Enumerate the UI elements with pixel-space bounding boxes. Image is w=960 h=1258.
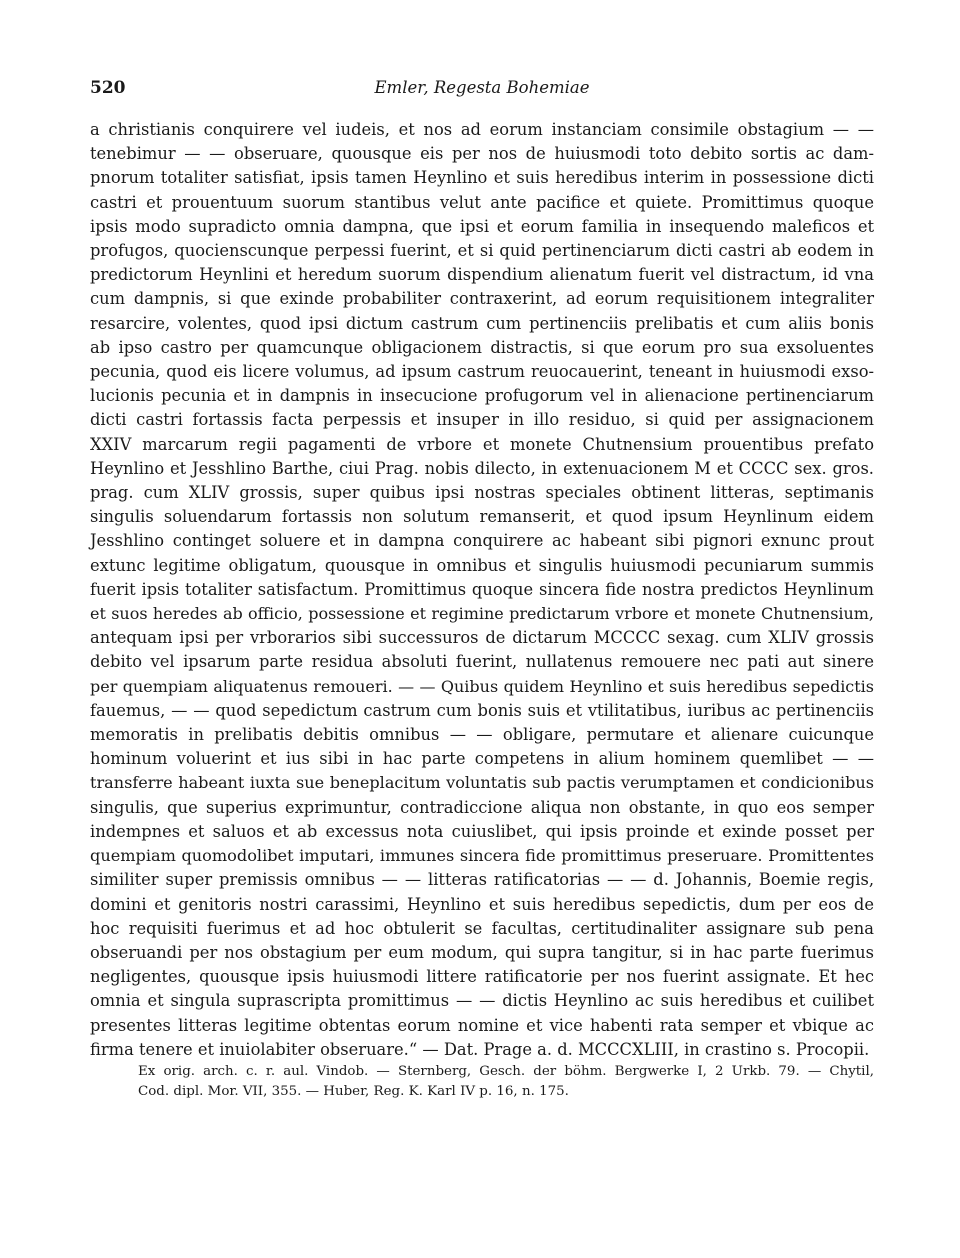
- note-line: Ex orig. arch. c. r. aul. Vindob. — Sternberg, Gesch. der böhm. Bergwerke I, 2 Urkb. 79. — Chytil,: [138, 1063, 874, 1079]
- source-notes: [90, 1062, 874, 1102]
- text-line: indempnes et saluos et ab excessus nota cuiuslibet, qui ipsis proinde et exinde posset per: [90, 821, 874, 841]
- text-line: resarcire, volentes, quod ipsi dictum castrum cum pertinenciis prelibatis et cum aliis bonis: [90, 313, 874, 333]
- text-line: Jesshlino continget soluere et in dampna conquirere ac habeant sibi pignori exnunc prout: [90, 531, 874, 551]
- body-text: [90, 118, 874, 1062]
- text-line: pecunia, quod eis licere volumus, ad ipsum castrum reuocauerint, teneant in huiusmodi exso-: [90, 362, 874, 382]
- text-line: extunc legitime obligatum, quousque in omnibus et singulis huiusmodi pecuniarum summis: [90, 555, 874, 575]
- running-head: Emler, Regesta Bohemiae: [374, 78, 590, 97]
- text-line: predictorum Heynlini et heredum suorum dispendium alienatum fuerit vel distractum, id vna: [90, 265, 874, 285]
- text-line: XXIV marcarum regii pagamenti de vrbore et monete Chutnensium prouentibus prefato: [90, 434, 874, 454]
- text-line: cum dampnis, si que exinde probabiliter contraxerint, ad eorum requisitionem integraliter: [90, 289, 874, 309]
- text-line: et suos heredes ab officio, possessione et regimine predictarum vrbore et monete Chutnensium,: [90, 604, 874, 624]
- page-header: [90, 78, 874, 112]
- text-line: per quempiam aliquatenus remoueri. — — Quibus quidem Heynlino et suis heredibus sepedictis: [90, 676, 874, 696]
- text-line: ab ipso castro per quamcunque obligacionem distractis, si que eorum pro sua exsoluentes: [90, 337, 874, 357]
- text-line: firma tenere et inuiolabiter obseruare.“ — Dat. Prage a. d. MCCCXLIII, in crastino s. Procopii.: [90, 1039, 870, 1059]
- text-line: debito vel ipsarum parte residua absoluti fuerint, nullatenus remouere nec pati aut sinere: [90, 652, 874, 672]
- text-line: dicti castri fortassis facta perpessis et insuper in illo residuo, si quid per assignacionem: [90, 410, 874, 430]
- document-page: [90, 78, 874, 1102]
- text-line: a christianis conquirere vel iudeis, et nos ad eorum instanciam consimile obstagium — —: [90, 120, 874, 139]
- text-line: fauemus, — — quod sepedictum castrum cum bonis suis et vtilitatibus, iuribus ac pertinenciis: [90, 700, 874, 720]
- text-line: obseruandi per nos obstagium per eum modum, qui supra tangitur, si in hac parte fuerimus: [90, 942, 874, 962]
- text-line: prag. cum XLIV grossis, super quibus ipsi nostras speciales obtinent litteras, septimanis: [90, 483, 874, 503]
- text-line: profugos, quocienscunque perpessi fuerint, et si quid pertinenciarum dicti castri ab eodem in: [90, 241, 874, 261]
- text-line: omnia et singula suprascripta promittimus — — dictis Heynlino ac suis heredibus et cuilibet: [90, 991, 874, 1011]
- text-line: hoc requisiti fuerimus et ad hoc obtulerit se facultas, certitudinaliter assignare sub pena: [90, 918, 874, 938]
- note-line: Cod. dipl. Mor. VII, 355. — Huber, Reg. K. Karl IV p. 16, n. 175.: [138, 1083, 569, 1099]
- text-line: hominum voluerint et ius sibi in hac parte competens in alium hominem quemlibet — —: [90, 749, 874, 769]
- text-line: tenebimur — — obseruare, quousque eis per nos de huiusmodi toto debito sortis ac dam-: [90, 144, 874, 164]
- text-line: antequam ipsi per vrborarios sibi successuros de dictarum MCCCC sexag. cum XLIV grossis: [90, 628, 874, 648]
- text-line: lucionis pecunia et in dampnis in insecucione profugorum vel in alienacione pertinenciarum: [90, 386, 874, 406]
- text-line: pnorum totaliter satisfiat, ipsis tamen Heynlino et suis heredibus interim in possessione dicti: [90, 168, 874, 188]
- text-line: presentes litteras legitime obtentas eorum nomine et vice habenti rata semper et vbique ac: [90, 1015, 874, 1035]
- text-line: singulis soluendarum fortassis non solutum remanserit, et quod ipsum Heynlinum eidem: [90, 507, 874, 527]
- text-line: quempiam quomodolibet imputari, immunes sincera fide promittimus preseruare. Promittentes: [90, 846, 874, 866]
- text-line: similiter super premissis omnibus — — litteras ratificatorias — — d. Johannis, Boemie regis,: [90, 870, 874, 890]
- text-line: domini et genitoris nostri carassimi, Heynlino et suis heredibus sepedictis, dum per eos de: [90, 894, 874, 914]
- text-line: memoratis in prelibatis debitis omnibus — — obligare, permutare et alienare cuicunque: [90, 725, 874, 745]
- text-line: negligentes, quousque ipsis huiusmodi littere ratificatorie per nos fuerint assignate. Et hec: [90, 967, 874, 987]
- text-line: Heynlino et Jesshlino Barthe, ciui Prag. nobis dilecto, in extenuacionem M et CCCC sex. gros.: [90, 458, 874, 478]
- text-line: castri et prouentuum suorum stantibus velut ante pacifice et quiete. Promittimus quoque: [90, 192, 874, 212]
- page-number: 520: [90, 78, 126, 98]
- text-line: singulis, que superius exprimuntur, contradiccione aliqua non obstante, in quo eos semper: [90, 797, 874, 817]
- text-line: transferre habeant iuxta sue beneplacitum voluntatis sub pactis verumptamen et condicionibus: [90, 773, 874, 793]
- text-line: ipsis modo supradicto omnia dampna, que ipsi et eorum familia in insequendo maleficos et: [90, 216, 874, 236]
- text-line: fuerit ipsis totaliter satisfactum. Promittimus quoque sincera fide nostra predictos Heynlinum: [90, 579, 874, 599]
